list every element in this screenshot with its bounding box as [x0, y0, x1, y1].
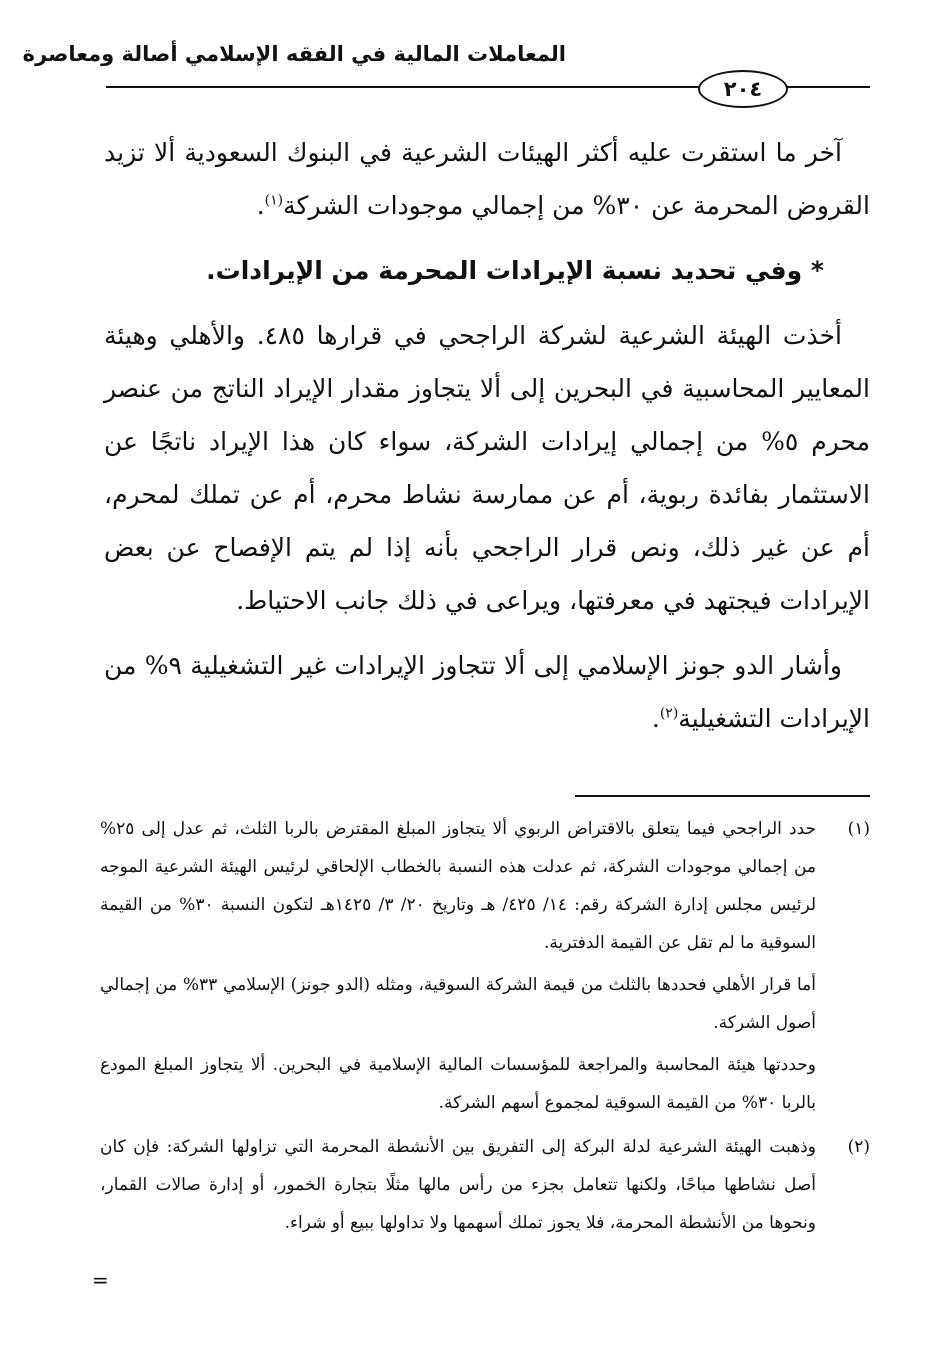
footnotes: [100, 810, 870, 1248]
paragraph-1: [104, 126, 870, 232]
main-text: [104, 126, 870, 757]
footnote-ref-1: (١): [264, 192, 284, 209]
paragraph-3-end: .: [651, 704, 660, 733]
footnote-ref-2: (٢): [659, 705, 679, 722]
paragraph-3: [104, 639, 870, 745]
footnote-1-paragraph: وحددتها هيئة المحاسبة والمراجعة للمؤسسات المالية الإسلامية في البحرين. ألا يتجاوز المبلغ المودع بالربا ٣٠% من القيمة السوقية لمجموع أسهم الشركة.: [100, 1055, 816, 1113]
paragraph-2: أخذت الهيئة الشرعية لشركة الراجحي في قرارها ٤٨٥. والأهلي وهيئة المعايير المحاسبية في البحرين إلى ألا يتجاوز مقدار الإيراد الناتج من عنصر محرم ٥% من إجمالي إيرادات الشركة، سواء كان هذا الإيراد ناتجًا عن الاستثمار بفائدة ربوية، أم عن ممارسة نشاط محرم، أم عن تملك لمحرم، أم عن غير ذلك، ونص قرار الراجحي بأنه إذا لم يتم الإفصاح عن بعض الإيرادات فيجتهد في معرفتها، ويراعى في ذلك جانب الاحتياط.: [104, 321, 870, 615]
paragraph-1-end: .: [256, 191, 265, 220]
footnote-1-paragraph: حدد الراجحي فيما يتعلق بالاقتراض الربوي ألا يتجاوز المبلغ المقترض بالربا الثلث، ثم عدل إلى ٢٥% من إجمالي موجودات الشركة، ثم عدلت هذه النسبة بالخطاب الإلحاقي لرئيس الهيئة الشرعية الموجه لرئيس مجلس إدارة الشركة رقم: ١٤/ ٤٢٥/ هـ وتاريخ ٢٠/ ٣/ ١٤٢٥هـ لتكون النسبة ٣٠% من القيمة السوقية ما لم تقل عن القيمة الدفترية.: [100, 819, 816, 953]
footnote-2-number: (٢): [847, 1137, 870, 1157]
paragraph-3-text: وأشار الدو جونز الإسلامي إلى ألا تتجاوز الإيرادات غير التشغيلية ٩% من الإيرادات التشغيلية: [104, 651, 870, 733]
footnote-1: [100, 810, 870, 1122]
page-number: ٢٠٤: [698, 70, 788, 108]
footnote-2-paragraph: وذهبت الهيئة الشرعية لدلة البركة إلى التفريق بين الأنشطة المحرمة التي تزاولها الشركة: فإن كان أصل نشاطها مباحًا، ولكنها تتعامل بجزء من رأس مالها مثلًا بتجارة الخمور، أو إدارة صالات القمار، ونحوها من الأنشطة المحرمة، فلا يجوز تملك أسهمها ولا تداولها ببيع أو شراء.: [100, 1137, 816, 1233]
paragraph-1-text: آخر ما استقرت عليه أكثر الهيئات الشرعية في البنوك السعودية ألا تزيد القروض المحرمة عن ٣٠% من إجمالي موجودات الشركة: [104, 138, 870, 220]
footnote-1-paragraph: أما قرار الأهلي فحددها بالثلث من قيمة الشركة السوقية، ومثله (الدو جونز) الإسلامي ٣٣% من إجمالي أصول الشركة.: [100, 975, 816, 1033]
continuation-mark: =: [92, 1268, 109, 1292]
footnote-1-number: (١): [847, 819, 870, 839]
footnote-2: [100, 1128, 870, 1242]
section-heading: * وفي تحديد نسبة الإيرادات المحرمة من الإيرادات.: [206, 256, 824, 285]
footnote-rule: [575, 795, 870, 797]
running-title: المعاملات المالية في الفقه الإسلامي أصالة ومعاصرة: [22, 42, 566, 66]
